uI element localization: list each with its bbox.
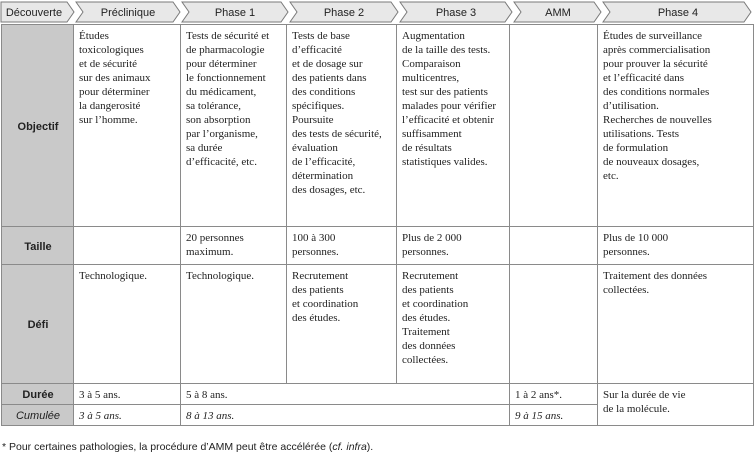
cell-defi-phase4 — [598, 265, 754, 384]
phase-arrow-phase4 — [603, 2, 751, 22]
cell-text: Tests de base d’efficacité et de dosage sur des patients dans des conditions spécifiques. Poursuite des tests de sécurité, évaluation de l’efficacité, détermination des dosages, etc. — [292, 30, 382, 196]
drug-development-table — [1, 24, 754, 426]
cell-text: Études de surveillance après commercialisation pour prouver la sécurité et l’efficacité dans des conditions normales d’utilisation. Recherches de nouvelles utilisations. Tests de formulation de nouveaux dosages, etc. — [603, 30, 712, 182]
phase-label-decouverte: Découverte — [5, 7, 63, 19]
cell-defi-amm — [510, 265, 598, 384]
row-header-cumulee: Cumulée — [2, 405, 74, 426]
row-defi — [2, 265, 754, 384]
cell-text: Technologique. — [186, 270, 254, 282]
phase-arrow-phase1 — [182, 2, 288, 22]
cell-objectif-phase2 — [287, 25, 397, 227]
cell-objectif-phase3 — [397, 25, 510, 227]
cell-cumulee-preclinique: 3 à 5 ans. — [74, 405, 181, 426]
cell-taille-phase4 — [598, 227, 754, 265]
phase-arrow-decouverte — [1, 2, 74, 22]
phase-arrow-phase3 — [400, 2, 512, 22]
cell-text: 100 à 300 personnes. — [292, 232, 339, 258]
cell-defi-phase2 — [287, 265, 397, 384]
cell-duree-preclinique: 3 à 5 ans. — [74, 384, 181, 405]
footnote-text: * Pour certaines pathologies, la procédure d’AMM peut être accélérée ( — [2, 441, 333, 453]
cell-text: Études toxicologiques et de sécurité sur des animaux pour déterminer la dangerosité sur l’homme. — [79, 30, 151, 126]
cell-defi-phase3 — [397, 265, 510, 384]
phase-arrow-amm — [514, 2, 601, 22]
row-duree — [2, 384, 754, 405]
cell-cumulee-phases-1-3: 8 à 13 ans. — [181, 405, 510, 426]
cell-duree-phases-1-3: 5 à 8 ans. — [181, 384, 510, 405]
cell-objectif-phase1 — [181, 25, 287, 227]
phase-arrow-phase2 — [290, 2, 398, 22]
cell-text: Traitement des données collectées. — [603, 270, 708, 296]
cell-taille-phase2 — [287, 227, 397, 265]
cell-taille-amm — [510, 227, 598, 265]
phase-label-preclinique: Préclinique — [100, 7, 156, 19]
cell-text: Sur la durée de vie de la molécule. — [603, 389, 686, 415]
cell-defi-phase1 — [181, 265, 287, 384]
footnote — [2, 441, 373, 453]
cell-taille-phase1 — [181, 227, 287, 265]
cell-taille-preclinique — [74, 227, 181, 265]
row-header-objectif: Objectif — [2, 25, 74, 227]
row-header-defi: Défi — [2, 265, 74, 384]
cell-text: 20 personnes maximum. — [186, 232, 244, 258]
phase-label-phase3: Phase 3 — [435, 7, 477, 19]
footnote-emphasis: cf. infra — [332, 441, 367, 453]
cell-text: Plus de 2 000 personnes. — [402, 232, 462, 258]
row-objectif — [2, 25, 754, 227]
row-header-taille: Taille — [2, 227, 74, 265]
cell-duree-phase4 — [598, 384, 754, 426]
cell-text: Tests de sécurité et de pharmacologie pour déterminer le fonctionnement du médicament, sa tolérance, son absorption par l’organisme, sa durée d’efficacité, etc. — [186, 30, 270, 168]
row-header-duree: Durée — [2, 384, 74, 405]
cell-text: Augmentation de la taille des tests. Comparaison multicentres, test sur des patients malades pour vérifier l’efficacité et obtenir suffisamment de résultats statistiques valides. — [402, 30, 497, 168]
row-taille — [2, 227, 754, 265]
cell-objectif-preclinique — [74, 25, 181, 227]
cell-defi-preclinique — [74, 265, 181, 384]
cell-taille-phase3 — [397, 227, 510, 265]
cell-text: Technologique. — [79, 270, 147, 282]
phase-label-phase1: Phase 1 — [214, 7, 256, 19]
cell-text: Recrutement des patients et coordination des études. Traitement des données collectées. — [402, 270, 469, 366]
phase-label-amm: AMM — [545, 7, 571, 19]
phase-arrow-header — [0, 0, 754, 24]
cell-text: Recrutement des patients et coordination des études. — [292, 270, 359, 324]
footnote-text-end: ). — [366, 441, 374, 453]
phase-label-phase4: Phase 4 — [657, 7, 699, 19]
cell-objectif-amm — [510, 25, 598, 227]
cell-objectif-phase4 — [598, 25, 754, 227]
cell-duree-amm: 1 à 2 ans*. — [510, 384, 598, 405]
phase-label-phase2: Phase 2 — [323, 7, 365, 19]
cell-cumulee-amm: 9 à 15 ans. — [510, 405, 598, 426]
cell-text: Plus de 10 000 personnes. — [603, 232, 669, 258]
phase-arrow-preclinique — [76, 2, 180, 22]
